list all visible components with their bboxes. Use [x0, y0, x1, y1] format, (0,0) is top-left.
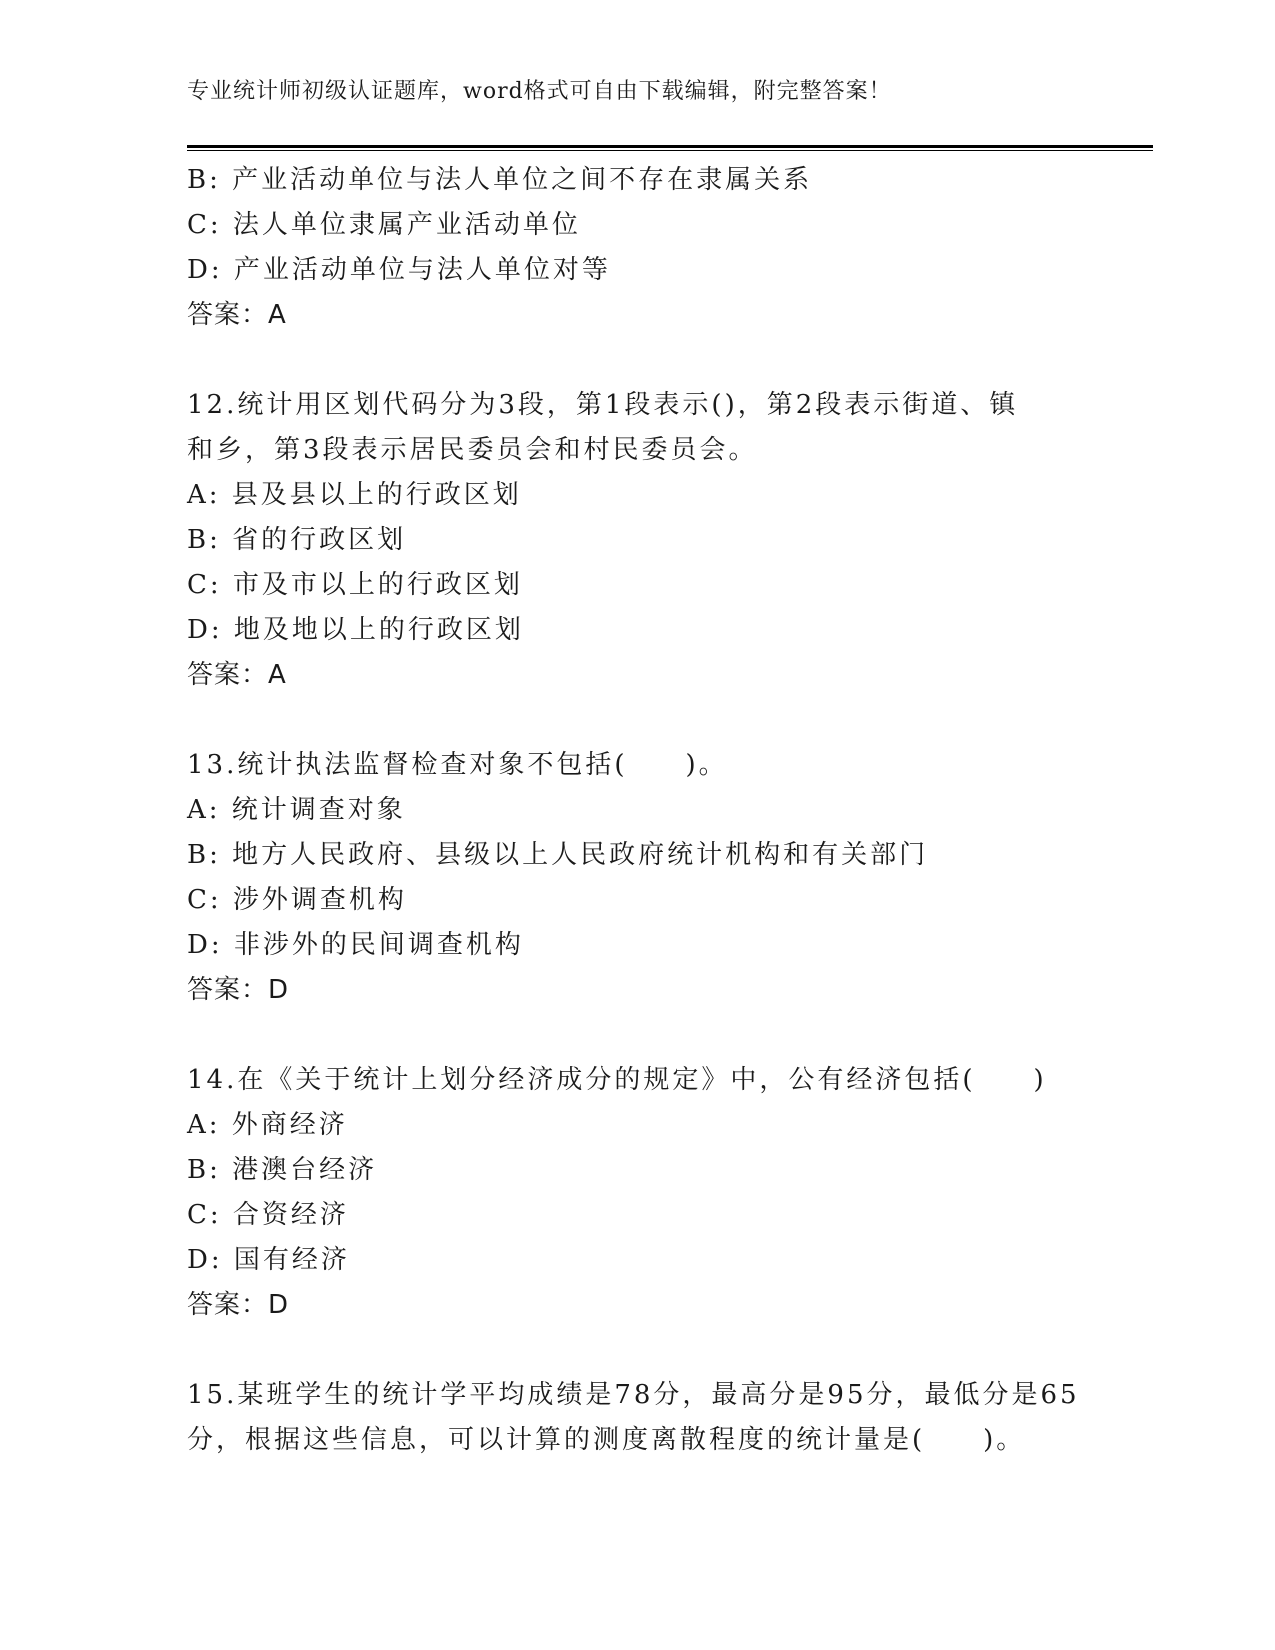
spacer	[187, 338, 1087, 383]
question-11	[187, 158, 1087, 338]
question-stem: 13.统计执法监督检查对象不包括( )。	[187, 750, 728, 780]
answer-label: 答案：A	[187, 300, 287, 330]
question-14	[187, 1058, 1087, 1328]
question-stem: 和乡，第3段表示居民委员会和村民委员会。	[187, 435, 758, 465]
option-b: B: 地方人民政府、县级以上人民政府统计机构和有关部门	[187, 840, 929, 870]
option-a: A: 县及县以上的行政区划	[187, 480, 522, 510]
option-c: C: 合资经济	[187, 1200, 349, 1230]
option-d: D: 地及地以上的行政区划	[187, 615, 524, 645]
option-d: D: 非涉外的民间调查机构	[187, 930, 524, 960]
option-d: D: 国有经济	[187, 1245, 350, 1275]
option-c: C: 涉外调查机构	[187, 885, 407, 915]
header-rule	[187, 145, 1153, 151]
question-13	[187, 743, 1087, 1013]
option-c: C: 法人单位隶属产业活动单位	[187, 210, 581, 240]
option-d: D: 产业活动单位与法人单位对等	[187, 255, 611, 285]
header-rule-thick	[187, 145, 1153, 148]
answer-label: 答案：D	[187, 1290, 290, 1320]
option-b: B: 港澳台经济	[187, 1155, 378, 1185]
option-b: B: 产业活动单位与法人单位之间不存在隶属关系	[187, 165, 813, 195]
spacer	[187, 1328, 1087, 1373]
question-stem: 12.统计用区划代码分为3段，第1段表示()，第2段表示街道、镇	[187, 390, 1019, 420]
option-c: C: 市及市以上的行政区划	[187, 570, 523, 600]
spacer	[187, 1013, 1087, 1058]
question-15	[187, 1373, 1087, 1463]
spacer	[187, 698, 1087, 743]
question-list	[187, 158, 1087, 1463]
question-stem: 15.某班学生的统计学平均成绩是78分，最高分是95分，最低分是65	[187, 1380, 1080, 1410]
question-12	[187, 383, 1087, 698]
page-header: 专业统计师初级认证题库，word格式可自由下载编辑，附完整答案！	[187, 79, 892, 104]
option-b: B: 省的行政区划	[187, 525, 407, 555]
question-stem: 14.在《关于统计上划分经济成分的规定》中，公有经济包括( )	[187, 1065, 1047, 1095]
option-a: A: 统计调查对象	[187, 795, 406, 825]
option-a: A: 外商经济	[187, 1110, 348, 1140]
header-rule-thin	[187, 150, 1153, 151]
question-stem: 分，根据这些信息，可以计算的测度离散程度的统计量是( )。	[187, 1425, 1026, 1455]
answer-label: 答案：D	[187, 975, 290, 1005]
answer-label: 答案：A	[187, 660, 287, 690]
